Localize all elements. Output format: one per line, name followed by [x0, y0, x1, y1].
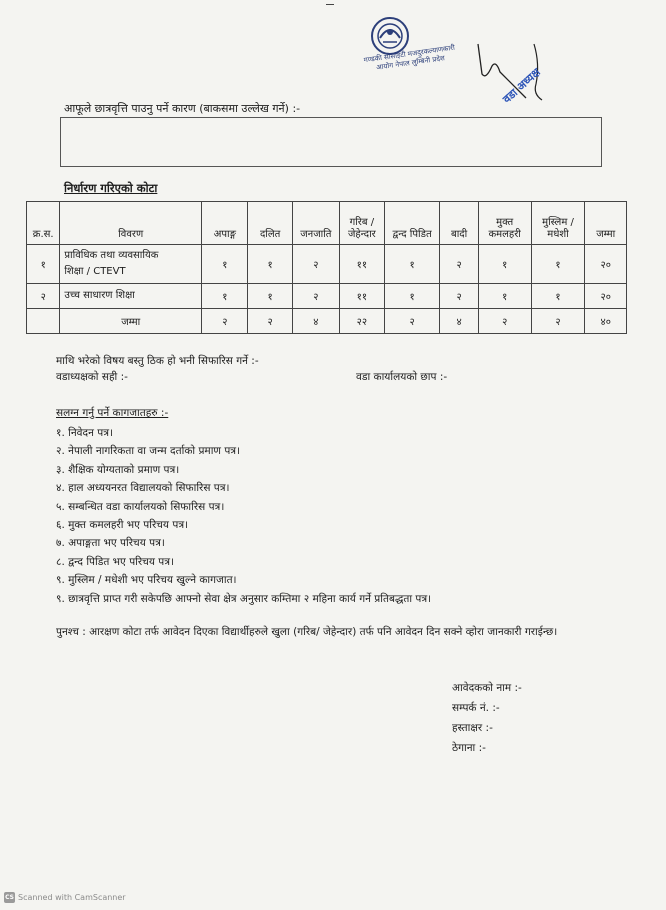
header-cell: क्र.स.	[27, 202, 60, 245]
row-description-line: प्राविधिक तथा व्यवसायिक	[64, 250, 159, 261]
scanner-text: Scanned with CamScanner	[18, 893, 126, 902]
row-description: उच्च साधारण शिक्षा	[60, 284, 202, 309]
table-cell: २	[292, 284, 339, 309]
applicant-signature-label: हस्ताक्षर :-	[452, 722, 493, 734]
table-cell	[27, 309, 60, 334]
row-number: २	[27, 284, 60, 309]
list-item: ४. हाल अध्ययनरत विद्यालयको सिफारिस पत्र।	[56, 482, 230, 495]
total-cell: २	[202, 309, 248, 334]
total-cell: ४०	[585, 309, 627, 334]
header-mark	[326, 0, 334, 5]
list-item: ७. अपाङ्गता भए परिचय पत्र।	[56, 537, 165, 550]
header-cell: द्वन्द पिडित	[384, 202, 440, 245]
row-description-line: शिक्षा / CTEVT	[64, 266, 126, 277]
seal-text: गण्डकी सोसाइटी मजदुरकल्याणकारी आयोग नेपाल लुम्बिनी प्रदेश	[363, 43, 456, 72]
signature-icon	[470, 14, 580, 124]
table-cell: १	[384, 284, 440, 309]
table-cell: ११	[339, 284, 384, 309]
table-cell: १	[248, 284, 292, 309]
total-cell: २	[384, 309, 440, 334]
header-cell: जम्मा	[585, 202, 627, 245]
row-number: १	[27, 245, 60, 284]
reason-box[interactable]	[60, 117, 602, 167]
applicant-contact-label: सम्पर्क नं. :-	[452, 702, 500, 714]
table-cell: २०	[585, 245, 627, 284]
documents-title: सलग्न गर्नु पर्ने कागजातहरु :-	[56, 407, 169, 419]
table-cell: १	[202, 284, 248, 309]
header-cell: गरिब / जेहेन्दार	[339, 202, 384, 245]
ward-office-stamp-label: वडा कार्यालयको छाप :-	[356, 371, 448, 383]
list-item: ६. मुक्त कमलहरी भए परिचय पत्र।	[56, 518, 189, 531]
table-cell: १	[248, 245, 292, 284]
table-total-row	[27, 309, 627, 334]
reason-label: आफूले छात्रवृत्ति पाउनु पर्ने कारण (बाकसमा उल्लेख गर्ने) :-	[64, 102, 301, 115]
total-cell: ४	[440, 309, 479, 334]
total-label: जम्मा	[60, 309, 202, 334]
list-item: १. निवेदन पत्र।	[56, 427, 114, 439]
table-cell: ११	[339, 245, 384, 284]
header-cell: जनजाति	[292, 202, 339, 245]
quota-title: निर्धारण गरिएको कोटा	[64, 181, 158, 195]
table-cell: १	[384, 245, 440, 284]
list-item: ८. द्वन्द पिडित भए परिचय पत्र।	[56, 555, 175, 568]
total-cell: २	[478, 309, 531, 334]
scanner-watermark	[4, 892, 126, 903]
applicant-name-label: आवेदकको नाम :-	[452, 682, 522, 694]
total-cell: २२	[339, 309, 384, 334]
postscript-note: पुनश्च : आरक्षण कोटा तर्फ आवेदन दिएका विद्यार्थीहरुले खुला (गरिब/ जेहेन्दार) तर्फ पनि आवेदन दिन सक्ने व्होरा जानकारी गराईन्छ।	[56, 626, 558, 638]
table-cell: १	[531, 284, 585, 309]
applicant-block	[452, 678, 522, 758]
total-cell: ४	[292, 309, 339, 334]
header-cell: मुक्त कमलहरी	[478, 202, 531, 245]
list-item: २. नेपाली नागरिकता वा जन्म दर्ताको प्रमाण पत्र।	[56, 445, 241, 458]
table-cell: १	[202, 245, 248, 284]
camscanner-logo-icon: CS	[5, 894, 14, 901]
list-item: ९. मुस्लिम / मधेशी भए परिचय खुल्ने कागजात।	[56, 574, 237, 587]
header-cell: विवरण	[60, 202, 202, 245]
row-description	[60, 245, 202, 284]
table-row	[27, 284, 627, 309]
table-cell: २	[292, 245, 339, 284]
quota-table	[26, 201, 627, 334]
ward-stamp: वडा अध्यक्ष	[500, 65, 543, 106]
list-item: ५. सम्बन्धित वडा कार्यालयको सिफारिस पत्र।	[56, 500, 225, 513]
total-cell: २	[531, 309, 585, 334]
table-row	[27, 245, 627, 284]
table-header-row	[27, 202, 627, 245]
ward-chair-signature-label: वडाध्यक्षको सही :-	[56, 371, 128, 383]
documents-list	[56, 424, 431, 608]
table-cell: २	[440, 245, 479, 284]
table-cell: २	[440, 284, 479, 309]
applicant-address-label: ठेगाना :-	[452, 742, 486, 754]
recommendation-line: माथि भरेको विषय बस्तु ठिक हो भनी सिफारिस गर्ने :-	[56, 355, 259, 367]
header-cell: बादी	[440, 202, 479, 245]
total-cell: २	[248, 309, 292, 334]
table-cell: १	[478, 245, 531, 284]
header-cell: दलित	[248, 202, 292, 245]
list-item: ९. छात्रवृत्ति प्राप्त गरी सकेपछि आफ्नो सेवा क्षेत्र अनुसार कम्तिमा २ महिना कार्य गर्ने प्रतिबद्धता पत्र।	[56, 592, 432, 605]
list-item: ३. शैक्षिक योग्यताको प्रमाण पत्र।	[56, 463, 180, 476]
table-cell: १	[478, 284, 531, 309]
header-cell: अपाङ्ग	[202, 202, 248, 245]
table-cell: १	[531, 245, 585, 284]
table-cell: २०	[585, 284, 627, 309]
header-cell: मुस्लिम /मधेशी	[531, 202, 585, 245]
